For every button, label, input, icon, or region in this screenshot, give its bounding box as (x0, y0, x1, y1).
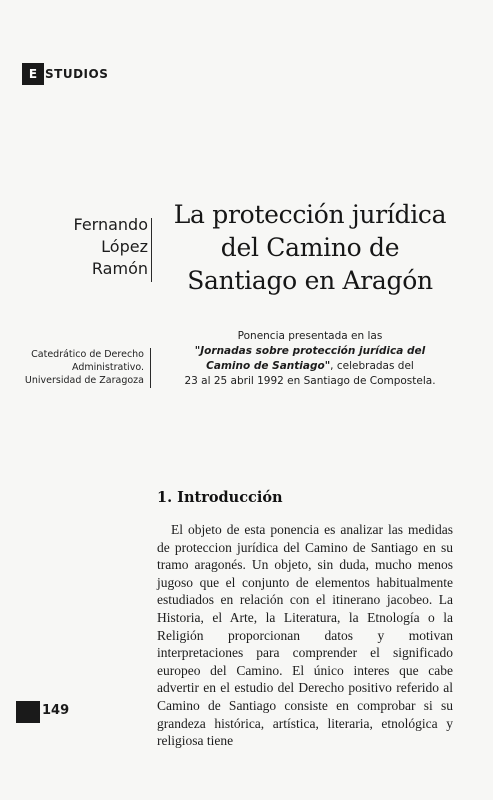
author-surname-2: Ramón (91, 259, 148, 278)
article-title (160, 198, 460, 297)
author-affiliation (14, 348, 144, 387)
affiliation-divider (150, 348, 151, 388)
page-number-block (16, 701, 40, 723)
author-first-name: Fernando (73, 215, 148, 234)
note-line-3 (160, 359, 460, 374)
title-line-1: La protección jurídica (173, 200, 447, 229)
author-divider (151, 218, 152, 282)
note-line-1: Ponencia presentada en las (237, 330, 383, 342)
section-heading: 1. Introducción (157, 489, 283, 506)
note-line-3-emph: Camino de Santiago" (206, 360, 331, 372)
presentation-note (160, 329, 460, 389)
section-label-text: STUDIOS (45, 67, 109, 81)
note-line-4: 23 al 25 abril 1992 en Santiago de Compostela. (184, 375, 436, 387)
note-line-2: "Jornadas sobre protección jurídica del (194, 345, 426, 357)
page-number: 149 (42, 703, 70, 718)
section-label-initial: E (22, 63, 44, 85)
affiliation-line-3: Universidad de Zaragoza (24, 375, 144, 386)
author-surname-1: López (101, 237, 148, 256)
title-line-2: del Camino de (220, 233, 400, 262)
author-name (40, 214, 148, 280)
section-label (22, 63, 108, 85)
note-line-3-rest: , celebradas del (330, 360, 414, 372)
title-line-3: Santiago en Aragón (187, 266, 433, 295)
affiliation-line-1: Catedrático de Derecho (31, 349, 144, 360)
affiliation-line-2: Administrativo. (72, 362, 144, 373)
body-paragraph: El objeto de esta ponencia es analizar las medidas de proteccion jurídica del Camino de Santiago en su tramo aragonés. Un objeto, sin duda, mucho menos jugoso que el conjunto de elementos habitualmente estudiados en relación con el itinerano jacobeo. La Historia, el Arte, la Literatura, la Etnología o la Religión proporcionan datos y motivan interpretaciones para comprender el significado europeo del Camino. El único interes que cabe advertir en el estudio del Derecho positivo referido al Camino de Santiago consiste en comprobar si su grandeza histórica, artística, literaria, etnológica y religiosa tiene (157, 522, 453, 749)
